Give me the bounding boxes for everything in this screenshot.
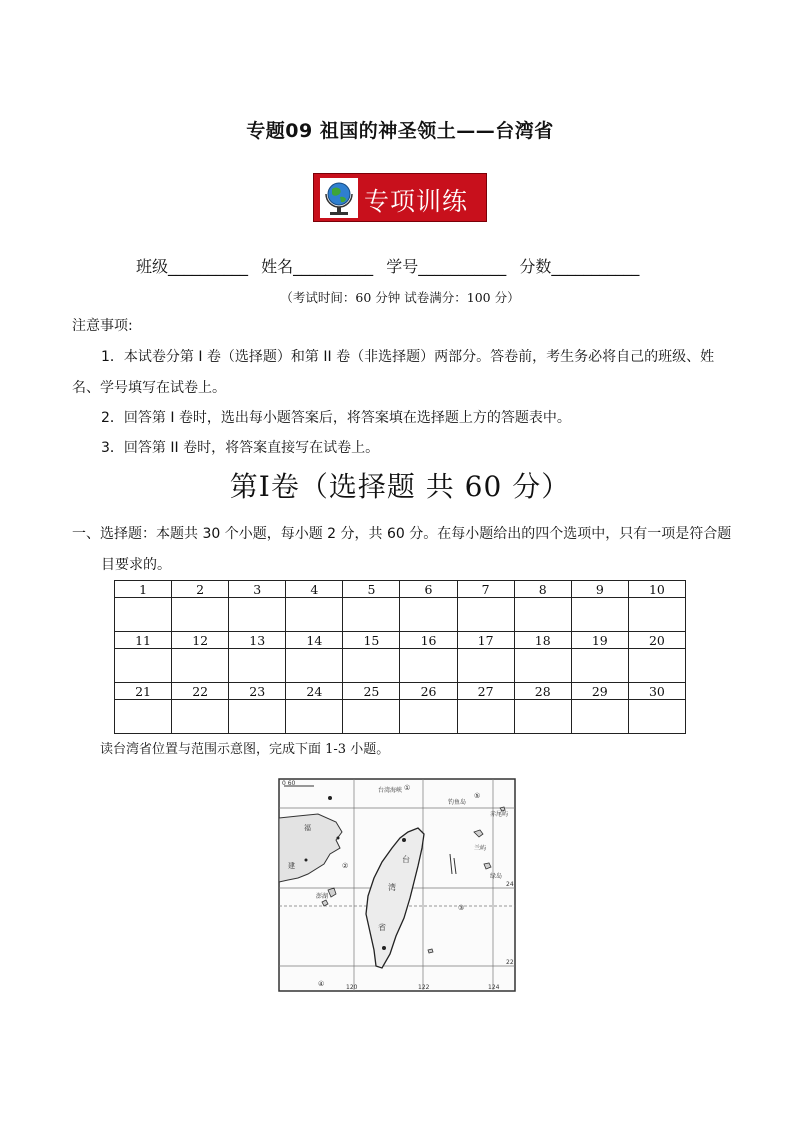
answer-cell[interactable] (514, 700, 571, 734)
banner-label: 专项训练 (364, 187, 469, 216)
question-intro-line-1: 一、选择题：本题共 30 个小题，每小题 2 分，共 60 分。在每小题给出的四个选项中，只有一项是符合题 (72, 526, 732, 542)
label-i: 澎湖 (316, 893, 329, 900)
question-number-cell: 12 (172, 632, 229, 649)
label-lat-24: 24 (506, 881, 514, 888)
section-title: 第I卷（选择题 共 60 分） (229, 470, 571, 503)
answer-cell[interactable] (457, 700, 514, 734)
question-number-cell: 3 (229, 581, 286, 598)
question-number-cell: 10 (628, 581, 685, 598)
note-item-1-line-1: 1．本试卷分第 I 卷（选择题）和第 II 卷（非选择题）两部分。答卷前，考生务必将自己的班级、姓 (101, 349, 715, 365)
answer-cell[interactable] (172, 598, 229, 632)
label-num-2: ② (342, 862, 349, 870)
question-number-cell: 13 (229, 632, 286, 649)
question-number-cell: 4 (286, 581, 343, 598)
question-number-cell: 27 (457, 683, 514, 700)
label-lat-22: 22 (506, 959, 514, 966)
label-province-1: 福 (304, 824, 311, 832)
answer-number-row (115, 632, 686, 649)
question-number-cell: 21 (115, 683, 172, 700)
label-num-4: ④ (318, 980, 325, 988)
label-num-3: ③ (458, 904, 465, 912)
question-number-cell: 8 (514, 581, 571, 598)
label-num-5: ⑤ (474, 792, 481, 800)
answer-cell[interactable] (457, 649, 514, 683)
question-number-cell: 30 (628, 683, 685, 700)
answer-cell[interactable] (115, 700, 172, 734)
notes-heading: 注意事项: (72, 318, 133, 334)
question-number-cell: 17 (457, 632, 514, 649)
question-number-cell: 6 (400, 581, 457, 598)
question-intro-line-2: 目要求的。 (101, 557, 171, 573)
question-number-cell: 20 (628, 632, 685, 649)
answer-cell[interactable] (343, 700, 400, 734)
question-number-cell: 16 (400, 632, 457, 649)
question-number-cell: 24 (286, 683, 343, 700)
answer-blank-row (115, 598, 686, 632)
page-title: 专题09 祖国的神圣领土——台湾省 (246, 120, 554, 142)
label-island-c: 省 (378, 923, 386, 932)
answer-cell[interactable] (172, 649, 229, 683)
question-number-cell: 7 (457, 581, 514, 598)
answer-cell[interactable] (571, 598, 628, 632)
label-province-2: 建 (288, 862, 295, 870)
exam-meta: （考试时间：60 分钟 试卷满分：100 分） (280, 290, 520, 305)
answer-blank-row (115, 649, 686, 683)
question-number-cell: 28 (514, 683, 571, 700)
label-num-1: ① (404, 784, 411, 792)
answer-cell[interactable] (400, 700, 457, 734)
answer-cell[interactable] (628, 598, 685, 632)
answer-cell[interactable] (286, 598, 343, 632)
label-lon-122: 122 (418, 984, 430, 991)
class-field: 班级__________ (136, 257, 249, 276)
answer-cell[interactable] (172, 700, 229, 734)
taiwan-map (278, 778, 516, 992)
answer-cell[interactable] (400, 649, 457, 683)
answer-cell[interactable] (514, 598, 571, 632)
answer-cell[interactable] (343, 649, 400, 683)
answer-cell[interactable] (115, 649, 172, 683)
map-scale: 0 60 (282, 780, 296, 787)
question-number-cell: 15 (343, 632, 400, 649)
answer-number-row (115, 581, 686, 598)
student-info-line (136, 254, 647, 277)
answer-number-row (115, 683, 686, 700)
question-number-cell: 1 (115, 581, 172, 598)
label-island-b: 湾 (388, 883, 396, 892)
label-strait: 台湾海峡 (378, 787, 403, 794)
question-number-cell: 9 (571, 581, 628, 598)
answer-cell[interactable] (229, 649, 286, 683)
answer-cell[interactable] (286, 649, 343, 683)
answer-cell[interactable] (229, 700, 286, 734)
label-f: 赤尾屿 (490, 811, 509, 818)
question-number-cell: 22 (172, 683, 229, 700)
answer-blank-row (115, 700, 686, 734)
answer-cell[interactable] (229, 598, 286, 632)
question-number-cell: 19 (571, 632, 628, 649)
answer-cell[interactable] (514, 649, 571, 683)
answer-cell[interactable] (457, 598, 514, 632)
answer-cell[interactable] (628, 649, 685, 683)
question-number-cell: 14 (286, 632, 343, 649)
question-number-cell: 5 (343, 581, 400, 598)
question-number-cell: 26 (400, 683, 457, 700)
map-caption: 读台湾省位置与范围示意图，完成下面 1-3 小题。 (100, 742, 390, 757)
label-island-a: 台 (402, 855, 410, 864)
topic-banner (313, 173, 487, 222)
note-item-1-line-2: 名、学号填写在试卷上。 (72, 380, 226, 396)
note-item-2: 2．回答第 I 卷时，选出每小题答案后，将答案填在选择题上方的答题表中。 (101, 410, 571, 426)
question-number-cell: 18 (514, 632, 571, 649)
label-g: 兰屿 (474, 845, 487, 852)
answer-cell[interactable] (571, 700, 628, 734)
question-number-cell: 23 (229, 683, 286, 700)
answer-cell[interactable] (115, 598, 172, 632)
name-field: 姓名__________ (261, 257, 374, 276)
answer-cell[interactable] (628, 700, 685, 734)
answer-table (114, 580, 686, 734)
answer-cell[interactable] (286, 700, 343, 734)
question-number-cell: 25 (343, 683, 400, 700)
question-number-cell: 2 (172, 581, 229, 598)
question-number-cell: 11 (115, 632, 172, 649)
label-h: 绿岛 (490, 873, 503, 880)
label-lon-120: 120 (346, 984, 358, 991)
note-item-3: 3．回答第 II 卷时，将答案直接写在试卷上。 (101, 440, 380, 456)
label-e: 钓鱼岛 (448, 799, 467, 806)
globe-icon (320, 178, 358, 218)
answer-cell[interactable] (400, 598, 457, 632)
answer-cell[interactable] (343, 598, 400, 632)
score-field: 分数___________ (519, 257, 640, 276)
label-lon-124: 124 (488, 984, 500, 991)
id-field: 学号___________ (386, 257, 507, 276)
question-number-cell: 29 (571, 683, 628, 700)
answer-cell[interactable] (571, 649, 628, 683)
